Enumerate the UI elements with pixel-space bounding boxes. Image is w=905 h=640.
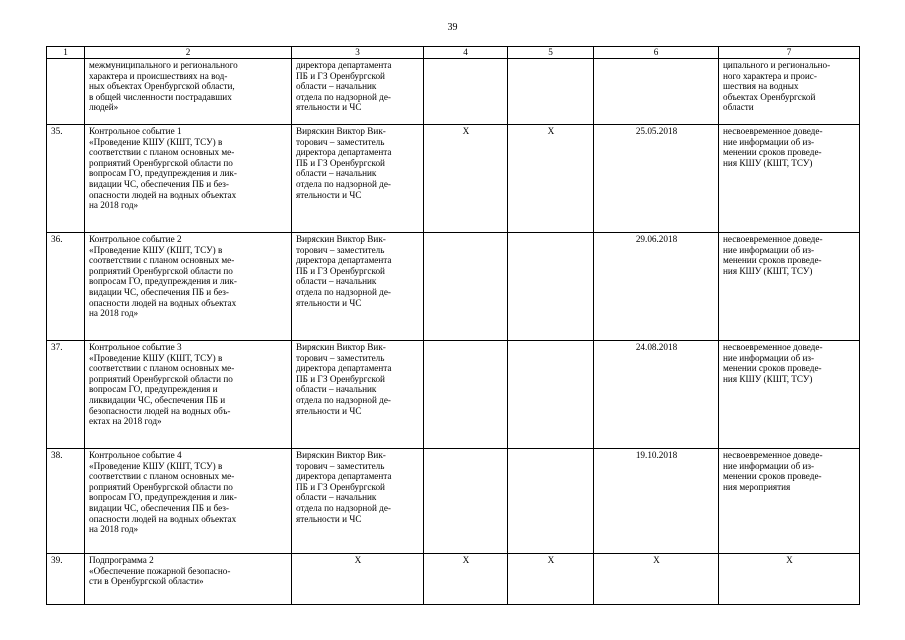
header-row	[47, 47, 860, 59]
column-5-value	[508, 233, 594, 341]
column-header: 6	[594, 47, 719, 59]
row-number: 36.	[47, 233, 85, 341]
event-description: межмуниципального и регионального характера и происшествиях на вод- ных объектах Оренбургской области, в общей численности пострадавших людей»	[85, 59, 292, 125]
column-4-value	[424, 449, 508, 554]
risk-note: несвоевременное доведе- ние информации об из- менении сроков проведе- ния КШУ (КШТ, ТСУ)	[719, 125, 860, 233]
column-header: 5	[508, 47, 594, 59]
date-value: 19.10.2018	[594, 449, 719, 554]
row-number	[47, 59, 85, 125]
date-value: 24.08.2018	[594, 341, 719, 449]
risk-note: Х	[719, 554, 860, 605]
responsible-person: директора департамента ПБ и ГЗ Оренбургской области – начальник отдела по надзорной де- ятельности и ЧС	[292, 59, 424, 125]
row-number: 38.	[47, 449, 85, 554]
column-4-value	[424, 233, 508, 341]
column-header: 2	[85, 47, 292, 59]
table-row	[47, 233, 860, 341]
column-header: 4	[424, 47, 508, 59]
column-5-value	[508, 449, 594, 554]
column-5-value	[508, 59, 594, 125]
column-header: 3	[292, 47, 424, 59]
table-row	[47, 341, 860, 449]
column-header: 1	[47, 47, 85, 59]
column-4-value	[424, 59, 508, 125]
event-description: Контрольное событие 4 «Проведение КШУ (КШТ, ТСУ) в соответствии с планом основных ме- роприятий Оренбургской области по вопросам ГО, предупреждения и лик- видации ЧС, обеспечения ПБ и без- опасности людей на водных объектах на 2018 год»	[85, 449, 292, 554]
table-row	[47, 59, 860, 125]
date-value: 29.06.2018	[594, 233, 719, 341]
responsible-person: Виряскин Виктор Вик- торович – заместитель директора департамента ПБ и ГЗ Оренбургской области – начальник отдела по надзорной де- ятельности и ЧС	[292, 125, 424, 233]
row-number: 35.	[47, 125, 85, 233]
risk-note: несвоевременное доведе- ние информации об из- менении сроков проведе- ния КШУ (КШТ, ТСУ)	[719, 341, 860, 449]
responsible-person: Виряскин Виктор Вик- торович – заместитель директора департамента ПБ и ГЗ Оренбургской области – начальник отдела по надзорной де- ятельности и ЧС	[292, 341, 424, 449]
column-5-value: Х	[508, 125, 594, 233]
column-5-value: Х	[508, 554, 594, 605]
event-description: Контрольное событие 2 «Проведение КШУ (КШТ, ТСУ) в соответствии с планом основных ме- роприятий Оренбургской области по вопросам ГО, предупреждения и лик- видации ЧС, обеспечения ПБ и без- опасности людей на водных объектах на 2018 год»	[85, 233, 292, 341]
responsible-person: Х	[292, 554, 424, 605]
page-number: 39	[447, 22, 458, 33]
risk-note: ципального и регионально- ного характера и проис- шествия на водных объектах Оренбургской области	[719, 59, 860, 125]
table-row	[47, 125, 860, 233]
risk-note: несвоевременное доведе- ние информации об из- менении сроков проведе- ния мероприятия	[719, 449, 860, 554]
risk-note: несвоевременное доведе- ние информации об из- менении сроков проведе- ния КШУ (КШТ, ТСУ)	[719, 233, 860, 341]
column-4-value	[424, 341, 508, 449]
column-header: 7	[719, 47, 860, 59]
responsible-person: Виряскин Виктор Вик- торович – заместитель директора департамента ПБ и ГЗ Оренбургской области – начальник отдела по надзорной де- ятельности и ЧС	[292, 233, 424, 341]
row-number: 37.	[47, 341, 85, 449]
date-value	[594, 59, 719, 125]
date-value: Х	[594, 554, 719, 605]
column-4-value: Х	[424, 554, 508, 605]
event-description: Контрольное событие 1 «Проведение КШУ (КШТ, ТСУ) в соответствии с планом основных ме- роприятий Оренбургской области по вопросам ГО, предупреждения и лик- видации ЧС, обеспечения ПБ и без- опасности людей на водных объектах на 2018 год»	[85, 125, 292, 233]
column-4-value: Х	[424, 125, 508, 233]
event-description: Подпрограмма 2 «Обеспечение пожарной безопасно- сти в Оренбургской области»	[85, 554, 292, 605]
table-row	[47, 554, 860, 605]
date-value: 25.05.2018	[594, 125, 719, 233]
responsible-person: Виряскин Виктор Вик- торович – заместитель директора департамента ПБ и ГЗ Оренбургской области – начальник отдела по надзорной де- ятельности и ЧС	[292, 449, 424, 554]
row-number: 39.	[47, 554, 85, 605]
column-5-value	[508, 341, 594, 449]
event-description: Контрольное событие 3 «Проведение КШУ (КШТ, ТСУ) в соответствии с планом основных ме- роприятий Оренбургской области по вопросам ГО, предупреждения и ликвидации ЧС, обеспечения ПБ и безопасности людей на водных объ- ектах на 2018 год»	[85, 341, 292, 449]
control-events-table	[46, 46, 860, 605]
table-row	[47, 449, 860, 554]
